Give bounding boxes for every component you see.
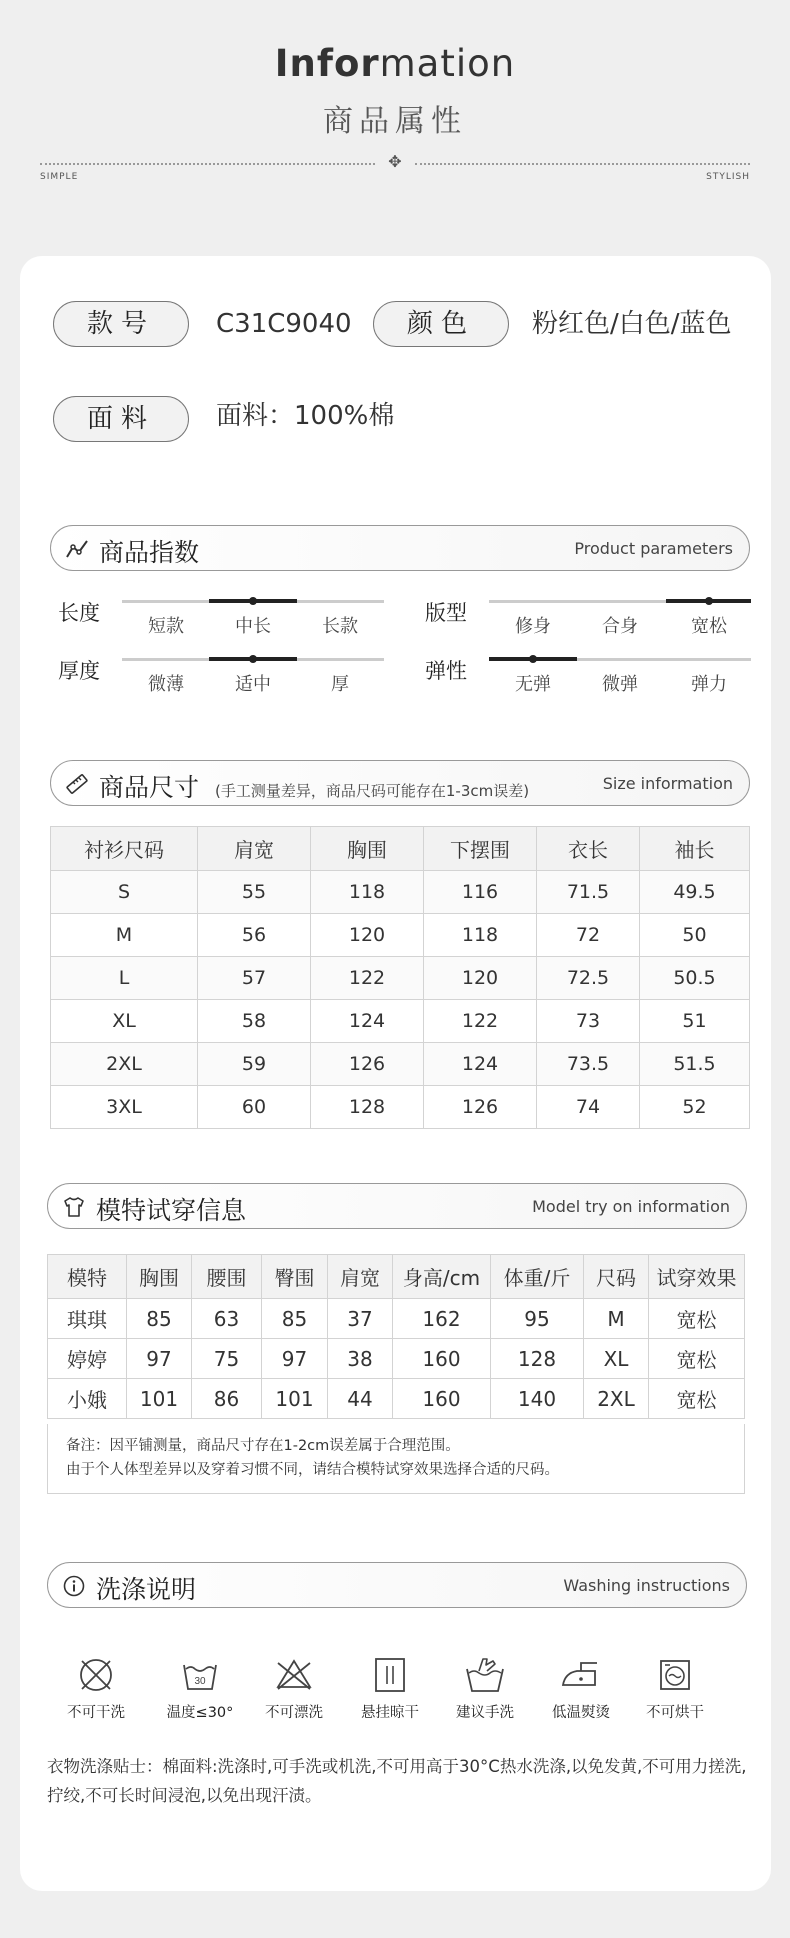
size-cell: 56 (198, 914, 311, 957)
model-cell: 2XL (584, 1379, 649, 1419)
no-dry-clean-icon (76, 1655, 116, 1695)
hand-wash-icon (463, 1655, 507, 1695)
fit-scale (489, 600, 751, 640)
table-row (51, 1086, 750, 1129)
model-info-en: Model try on information (532, 1197, 730, 1216)
size-cell: 50.5 (640, 957, 750, 1000)
size-cell: 72 (537, 914, 640, 957)
size-cell: 2XL (51, 1043, 198, 1086)
size-cell: 120 (424, 957, 537, 1000)
color-label: 颜色 (373, 301, 509, 347)
fit-option-regular: 合身 (602, 616, 638, 637)
table-row (51, 914, 750, 957)
model-header-cell: 臀围 (262, 1255, 328, 1299)
tshirt-icon (62, 1195, 86, 1219)
hang-dry-icon (370, 1655, 410, 1695)
washing-header (47, 1562, 747, 1608)
table-row (51, 1000, 750, 1043)
model-cell: 37 (328, 1299, 393, 1339)
size-cell: 71.5 (537, 871, 640, 914)
model-cell: 宽松 (649, 1379, 745, 1419)
size-cell: 122 (424, 1000, 537, 1043)
product-index-en: Product parameters (574, 539, 733, 558)
model-header-cell: 模特 (48, 1255, 127, 1299)
size-cell: 57 (198, 957, 311, 1000)
size-cell: 59 (198, 1043, 311, 1086)
size-info-en: Size information (602, 774, 733, 793)
size-cell: 122 (311, 957, 424, 1000)
length-label: 长度 (58, 601, 100, 625)
model-table (47, 1254, 745, 1419)
size-cell: 3XL (51, 1086, 198, 1129)
no-tumble-dry-icon (655, 1655, 695, 1695)
table-row (51, 1043, 750, 1086)
model-cell: 小娥 (48, 1379, 127, 1419)
model-cell: 101 (127, 1379, 192, 1419)
size-cell: M (51, 914, 198, 957)
model-cell: M (584, 1299, 649, 1339)
size-header-cell: 下摆围 (424, 827, 537, 871)
trend-icon (65, 537, 89, 561)
elasticity-scale (489, 658, 751, 698)
elasticity-option-none: 无弹 (515, 674, 551, 695)
length-scale (122, 600, 384, 640)
size-cell: 120 (311, 914, 424, 957)
size-cell: 124 (424, 1043, 537, 1086)
size-cell: 51 (640, 1000, 750, 1043)
size-cell: 126 (424, 1086, 537, 1129)
model-header-cell: 胸围 (127, 1255, 192, 1299)
model-header-cell: 体重/斤 (491, 1255, 584, 1299)
length-option-long: 长款 (322, 616, 358, 637)
info-icon (62, 1574, 86, 1598)
size-cell: 60 (198, 1086, 311, 1129)
product-index-title: 商品指数 (99, 538, 200, 567)
model-header-cell: 腰围 (192, 1255, 262, 1299)
size-cell: XL (51, 1000, 198, 1043)
color-value: 粉红色/白色/蓝色 (532, 309, 732, 339)
size-cell: 58 (198, 1000, 311, 1043)
size-header-cell: 袖长 (640, 827, 750, 871)
wash-item-temperature: 30 温度≤30° (150, 1655, 250, 1722)
table-row (48, 1299, 745, 1339)
model-cell: 101 (262, 1379, 328, 1419)
remark-line-2: 由于个人体型差异以及穿着习惯不同，请结合模特试穿效果选择合适的尺码。 (66, 1462, 559, 1478)
size-cell: 49.5 (640, 871, 750, 914)
model-remark (47, 1424, 745, 1494)
low-iron-icon (559, 1655, 603, 1695)
stylish-tag: STYLISH (706, 172, 750, 182)
style-no-value: C31C9040 (216, 309, 352, 339)
model-cell: 琪琪 (48, 1299, 127, 1339)
size-cell: L (51, 957, 198, 1000)
size-cell: 51.5 (640, 1043, 750, 1086)
size-cell: 74 (537, 1086, 640, 1129)
model-cell: 140 (491, 1379, 584, 1419)
washing-title: 洗涤说明 (96, 1575, 197, 1604)
size-header-cell: 肩宽 (198, 827, 311, 871)
wash-item-low-iron: 低温熨烫 (531, 1655, 631, 1722)
size-cell: 55 (198, 871, 311, 914)
size-cell: 50 (640, 914, 750, 957)
size-cell: 72.5 (537, 957, 640, 1000)
size-info-header (50, 760, 750, 806)
svg-text:30: 30 (194, 1676, 206, 1687)
fit-option-loose: 宽松 (691, 616, 727, 637)
wash-item-no-dry-clean: 不可干洗 (46, 1655, 146, 1722)
model-cell: 97 (262, 1339, 328, 1379)
model-table-header (48, 1255, 745, 1299)
model-header-cell: 尺码 (584, 1255, 649, 1299)
model-cell: 97 (127, 1339, 192, 1379)
size-cell: S (51, 871, 198, 914)
model-cell: 128 (491, 1339, 584, 1379)
size-cell: 73.5 (537, 1043, 640, 1086)
remark-line-1: 备注：因平铺测量，商品尺寸存在1-2cm误差属于合理范围。 (66, 1438, 460, 1454)
model-cell: 86 (192, 1379, 262, 1419)
washing-tips: 衣物洗涤贴士：棉面料:洗涤时,可手洗或机洗,不可用高于30°C热水洗涤,以免发黄,不可用力搓洗,拧绞,不可长时间浸泡,以免出现汗渍。 (47, 1757, 747, 1805)
thickness-option-thick: 厚 (331, 674, 349, 695)
simple-tag: SIMPLE (40, 172, 79, 182)
size-cell: 126 (311, 1043, 424, 1086)
size-info-note: (手工测量差异，商品尺码可能存在1-3cm误差) (215, 782, 530, 800)
size-cell: 118 (311, 871, 424, 914)
table-row (51, 871, 750, 914)
thickness-option-thin: 微薄 (148, 674, 184, 695)
size-cell: 52 (640, 1086, 750, 1129)
thickness-label: 厚度 (58, 659, 100, 683)
model-cell: 160 (393, 1379, 491, 1419)
size-cell: 73 (537, 1000, 640, 1043)
model-header-cell: 肩宽 (328, 1255, 393, 1299)
model-header-cell: 试穿效果 (649, 1255, 745, 1299)
no-bleach-icon (274, 1655, 314, 1695)
thickness-option-medium: 适中 (235, 674, 271, 695)
model-info-header (47, 1183, 747, 1229)
size-header-cell: 胸围 (311, 827, 424, 871)
table-row (48, 1379, 745, 1419)
ruler-icon (65, 772, 89, 796)
wash-30-icon (180, 1655, 220, 1695)
model-cell: 63 (192, 1299, 262, 1339)
model-info-title: 模特试穿信息 (96, 1196, 247, 1225)
model-cell: 160 (393, 1339, 491, 1379)
header-divider-right (415, 163, 750, 165)
size-cell: 116 (424, 871, 537, 914)
model-cell: 95 (491, 1299, 584, 1339)
model-cell: 85 (262, 1299, 328, 1339)
size-cell: 128 (311, 1086, 424, 1129)
model-cell: 宽松 (649, 1339, 745, 1379)
fabric-label: 面料 (53, 396, 189, 442)
model-cell: 162 (393, 1299, 491, 1339)
wash-item-no-tumble-dry: 不可烘干 (625, 1655, 725, 1722)
size-cell: 118 (424, 914, 537, 957)
elasticity-label: 弹性 (425, 659, 467, 683)
table-row (51, 957, 750, 1000)
header-divider-left (40, 163, 375, 165)
model-cell: 85 (127, 1299, 192, 1339)
elasticity-option-slight: 微弹 (602, 674, 638, 695)
fabric-value: 面料：100%棉 (216, 401, 395, 431)
wash-item-hand-wash: 建议手洗 (435, 1655, 535, 1722)
size-header-cell: 衣长 (537, 827, 640, 871)
thickness-scale (122, 658, 384, 698)
model-cell: 宽松 (649, 1299, 745, 1339)
model-cell: XL (584, 1339, 649, 1379)
washing-en: Washing instructions (563, 1576, 730, 1595)
wash-item-no-bleach: 不可漂洗 (244, 1655, 344, 1722)
length-option-mid: 中长 (235, 616, 271, 637)
length-option-short: 短款 (148, 616, 184, 637)
page-subtitle: 商品属性 (323, 104, 467, 139)
table-row (48, 1339, 745, 1379)
cross-ornament-icon: ✥ (388, 152, 402, 171)
model-cell: 44 (328, 1379, 393, 1419)
model-cell: 婷婷 (48, 1339, 127, 1379)
size-cell: 124 (311, 1000, 424, 1043)
model-cell: 38 (328, 1339, 393, 1379)
fit-label: 版型 (425, 601, 467, 625)
size-table (50, 826, 750, 1129)
model-header-cell: 身高/cm (393, 1255, 491, 1299)
size-header-cell: 衬衫尺码 (51, 827, 198, 871)
size-info-title: 商品尺寸 (手工测量差异，商品尺码可能存在1-3cm误差) (99, 773, 530, 802)
page-title: Information (274, 42, 516, 85)
model-cell: 75 (192, 1339, 262, 1379)
product-index-header (50, 525, 750, 571)
elasticity-option-stretch: 弹力 (691, 674, 727, 695)
size-table-header (51, 827, 750, 871)
fit-option-slim: 修身 (515, 616, 551, 637)
style-no-label: 款号 (53, 301, 189, 347)
wash-item-hang-dry: 悬挂晾干 (340, 1655, 440, 1722)
